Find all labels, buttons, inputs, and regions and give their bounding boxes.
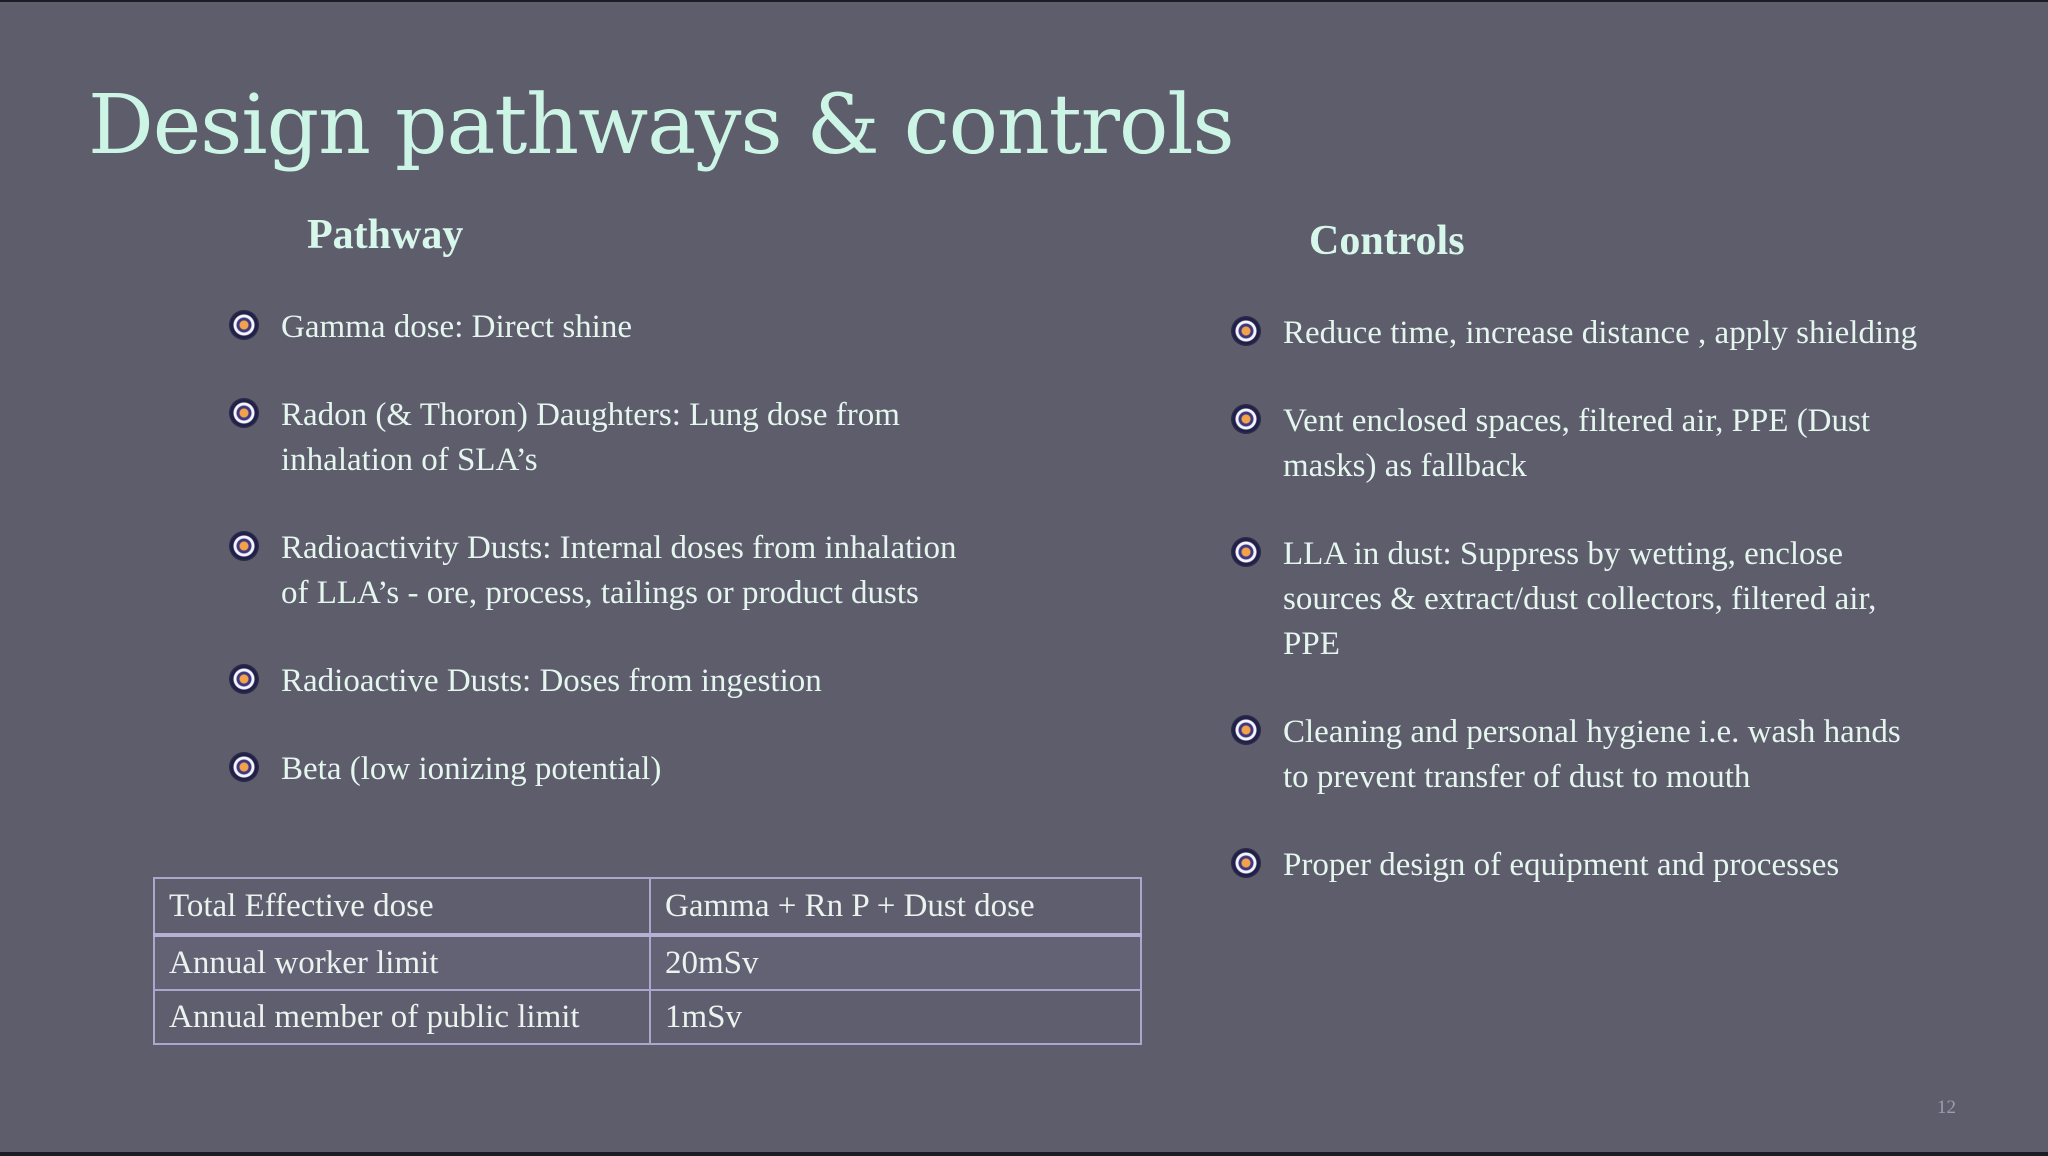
pathway-item-text: Radon (& Thoron) Daughters: Lung dose from inhalation of SLA’s	[281, 397, 900, 478]
pathway-item-text: Radioactivity Dusts: Internal doses from inhalation of LLA’s - ore, process, tailings or product dusts	[281, 530, 957, 611]
controls-heading: Controls	[1309, 218, 1465, 264]
pathway-item-radon	[228, 393, 988, 483]
pathway-item-text: Beta (low ionizing potential)	[281, 751, 662, 787]
table-row	[154, 935, 1141, 990]
control-item-text: Proper design of equipment and processes	[1283, 847, 1840, 883]
top-border-line	[0, 0, 2048, 2]
control-item-shielding	[1230, 311, 1930, 356]
control-item-text: LLA in dust: Suppress by wetting, enclose sources & extract/dust collectors, filtered air, PPE	[1283, 536, 1877, 662]
bullet-icon	[230, 665, 258, 693]
bullet-icon	[230, 311, 258, 339]
pathway-item-text: Gamma dose: Direct shine	[281, 309, 632, 345]
slide-title: Design pathways & controls	[88, 78, 1234, 173]
control-item-text: Cleaning and personal hygiene i.e. wash hands to prevent transfer of dust to mouth	[1283, 714, 1901, 795]
table-cell: Total Effective dose	[154, 878, 650, 935]
bullet-icon	[230, 399, 258, 427]
control-item-dust-suppression	[1230, 532, 1930, 667]
control-item-text: Vent enclosed spaces, filtered air, PPE (Dust masks) as fallback	[1283, 403, 1871, 484]
pathway-item-dusts-ingestion	[228, 659, 988, 704]
bottom-border-line	[0, 1152, 2048, 1156]
bullet-icon	[1232, 317, 1260, 345]
pathway-list	[228, 305, 988, 835]
bullet-icon	[1232, 849, 1260, 877]
pathway-heading: Pathway	[307, 212, 464, 258]
control-item-hygiene	[1230, 710, 1930, 800]
table-cell: 20mSv	[650, 935, 1141, 990]
bullet-icon	[1232, 716, 1260, 744]
control-item-ventilation	[1230, 399, 1930, 489]
control-item-text: Reduce time, increase distance , apply shielding	[1283, 315, 1918, 351]
pathway-item-text: Radioactive Dusts: Doses from ingestion	[281, 663, 822, 699]
control-item-design	[1230, 843, 1930, 888]
page-number: 12	[1937, 1097, 1956, 1118]
dose-limits-table	[153, 877, 1142, 1045]
table-cell: Annual member of public limit	[154, 990, 650, 1044]
bullet-icon	[230, 753, 258, 781]
table-row	[154, 990, 1141, 1044]
table-cell: Gamma + Rn P + Dust dose	[650, 878, 1141, 935]
pathway-item-dusts-inhalation	[228, 526, 988, 616]
bullet-icon	[1232, 538, 1260, 566]
bullet-icon	[230, 532, 258, 560]
pathway-item-beta	[228, 747, 988, 792]
bullet-icon	[1232, 405, 1260, 433]
table-cell: Annual worker limit	[154, 935, 650, 990]
pathway-item-gamma	[228, 305, 988, 350]
table-cell: 1mSv	[650, 990, 1141, 1044]
controls-list	[1230, 311, 1930, 931]
table-row	[154, 878, 1141, 935]
